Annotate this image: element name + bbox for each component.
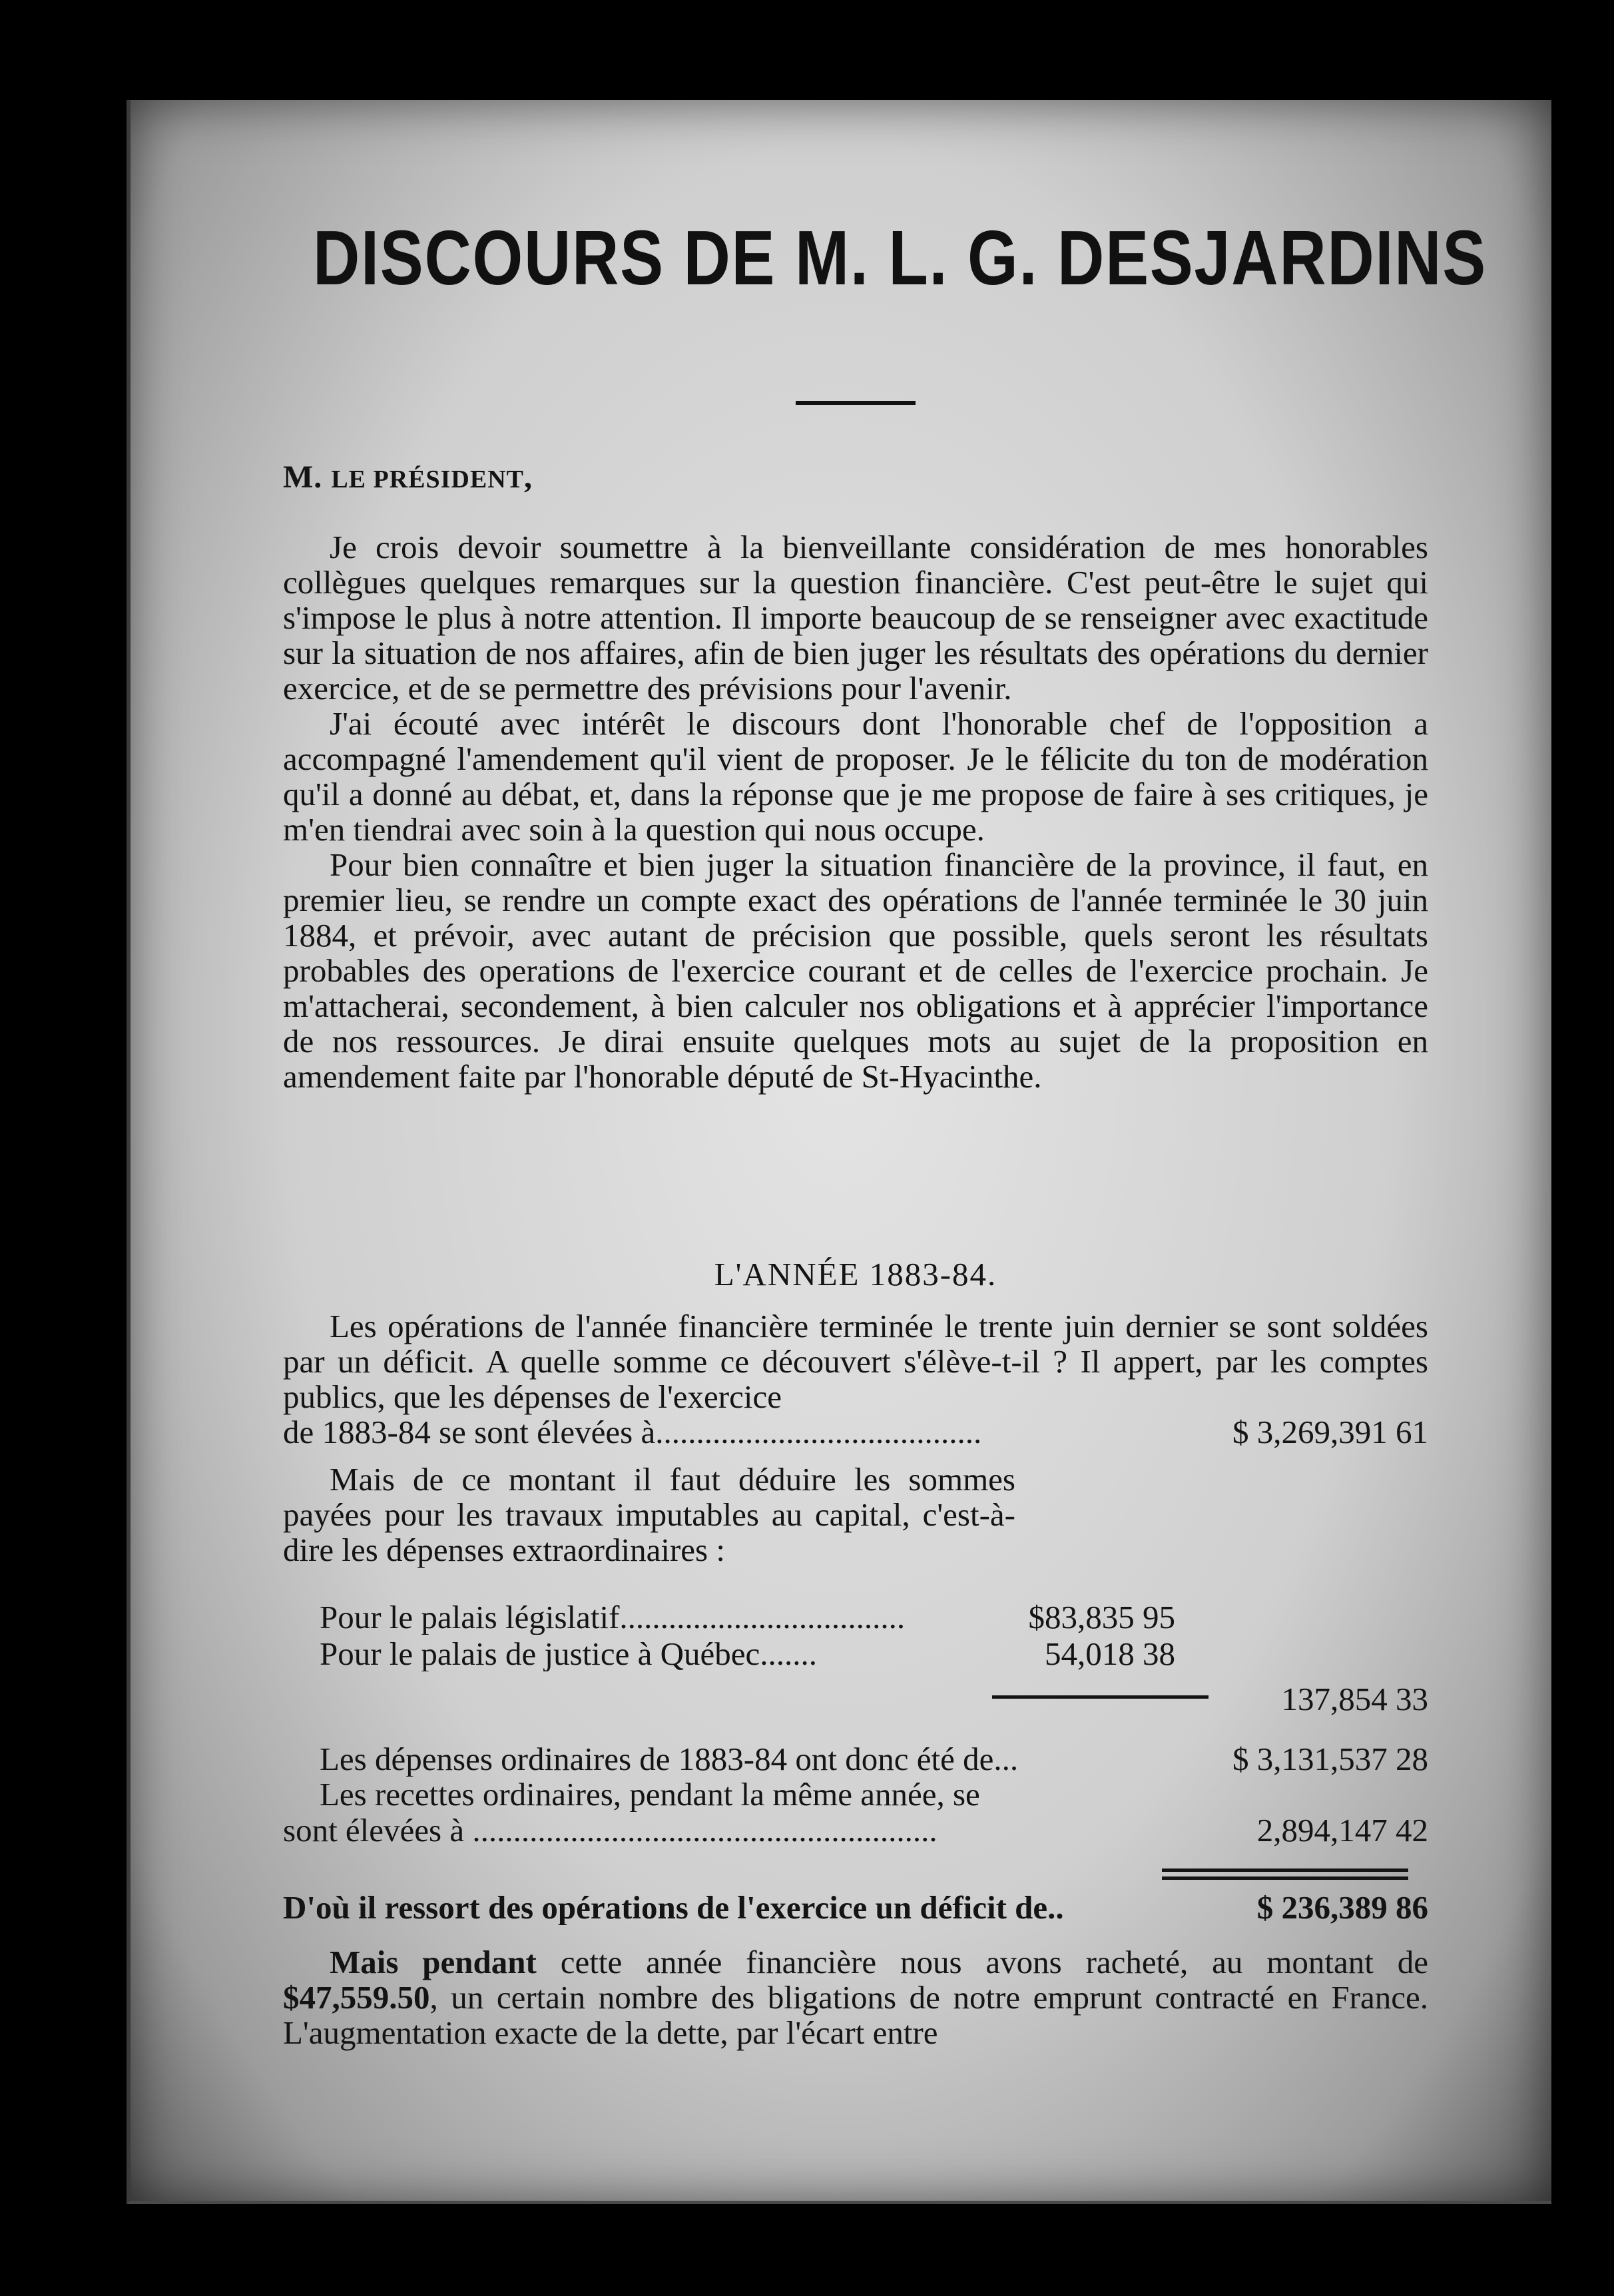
closing-text: cette année financière nous avons racheté, au montant de <box>536 1944 1428 1980</box>
deficit-amount: $ 236,389 86 <box>1256 1889 1428 1926</box>
receipts-label: sont élevées à ......................................................... <box>283 1813 938 1848</box>
salutation-name: LE PRÉSIDENT <box>331 465 525 493</box>
ordinary-expenses-row <box>283 1741 1428 1777</box>
financial-intro <box>283 1308 1428 1450</box>
deficit-rule-double <box>1162 1876 1408 1880</box>
receipts-row-1 <box>283 1777 1428 1812</box>
ordinary-expenses-amount: $ 3,131,537 28 <box>1232 1741 1428 1777</box>
document-page <box>127 100 1551 2204</box>
speech-body <box>283 529 1428 1094</box>
paragraph: Pour bien connaître et bien juger la situation financière de la province, il faut, en premier lieu, se rendre un compte exact des opérations de l'année terminée le 30 juin 1884, et prévoir, avec autant de précision que possible, quels seront les résultats probables des operations de l'exercice courant et de celles de l'exercice prochain. Je m'attacherai, secondement, à bien calculer nos obligations et à apprécier l'importance de nos ressources. Je dirai ensuite quelques mots au sujet de la proposition en amendement faite par l'honorable député de St-Hyacinthe. <box>283 846 1428 1095</box>
paragraph <box>283 1944 1428 2050</box>
ledger-label: Pour le palais de justice à Québec....... <box>320 1636 818 1671</box>
section-heading: L'ANNÉE 1883-84. <box>714 1256 997 1292</box>
total-expenses-label: de 1883-84 se sont élevées à........................................ <box>283 1414 982 1450</box>
ledger-amount: 54,018 38 <box>1045 1635 1175 1672</box>
deficit-row <box>283 1890 1428 1925</box>
document-title: DISCOURS DE M. L. G. DESJARDINS <box>313 214 1487 301</box>
total-expenses-row <box>283 1414 1428 1450</box>
ledger-row <box>283 1636 1428 1671</box>
ledger-amount: $83,835 95 <box>1028 1599 1175 1635</box>
receipts-row-2 <box>283 1813 1428 1848</box>
ordinary-expenses-label: Les dépenses ordinaires de 1883-84 ont donc été de... <box>320 1741 1019 1777</box>
closing-lead: Mais pendant <box>330 1944 537 1980</box>
ledger-row <box>283 1599 1428 1635</box>
closing-paragraph <box>283 1944 1428 2050</box>
salutation-prefix: M. <box>283 459 323 495</box>
title-rule <box>796 401 916 405</box>
paragraph: Je crois devoir soumettre à la bienveillante considération de mes honorables collègues quelques remarques sur la question financière. C'est peut-être le sujet qui s'impose le plus à notre attention. Il importe beaucoup de se renseigner avec exactitude sur la situation de nos affaires, afin de bien juger les résultats des opérations du dernier exercice, et de se permettre des prévisions pour l'avenir. <box>283 529 1428 707</box>
receipts-line: Les recettes ordinaires, pendant la même année, se <box>320 1777 980 1812</box>
ledger-subtotal-row <box>283 1681 1428 1717</box>
paragraph: J'ai écouté avec intérêt le discours dont l'honorable chef de l'opposition a accompagné l'amendement qu'il vient de proposer. Je le félicite du ton de modération qu'il a donné au débat, et, dans la réponse que je me propose de faire à ses critiques, je m'en tiendrai avec soin à la question qui nous occupe. <box>283 705 1428 848</box>
paragraph: Les opérations de l'année financière terminée le trente juin dernier se sont soldées par un déficit. A quelle somme ce découvert s'élève-t-il ? Il appert, par les comptes publics, que les dépenses de l'exercice <box>283 1308 1428 1415</box>
ledger-label: Pour le palais législatif................................... <box>320 1599 906 1635</box>
ledger-subtotal-amount: 137,854 33 <box>1281 1681 1428 1717</box>
salutation <box>283 459 1428 497</box>
closing-text: , un certain nombre des bligations de notre emprunt contracté en France. L'augmentation exacte de la dette, par l'écart entre <box>283 1979 1428 2051</box>
total-expenses-amount: $ 3,269,391 61 <box>1232 1414 1428 1450</box>
closing-amount: $47,559.50 <box>283 1979 430 2016</box>
deficit-rule <box>1162 1868 1408 1872</box>
salutation-comma: , <box>524 459 533 495</box>
deficit-label: D'où il ressort des opérations de l'exercice un déficit de.. <box>283 1890 1064 1925</box>
receipts-amount: 2,894,147 42 <box>1256 1812 1428 1849</box>
deduction-text: Mais de ce montant il faut déduire les sommes payées pour les travaux imputables au capital, c'est-à-dire les dépenses extraordinaires : <box>283 1461 1015 1568</box>
